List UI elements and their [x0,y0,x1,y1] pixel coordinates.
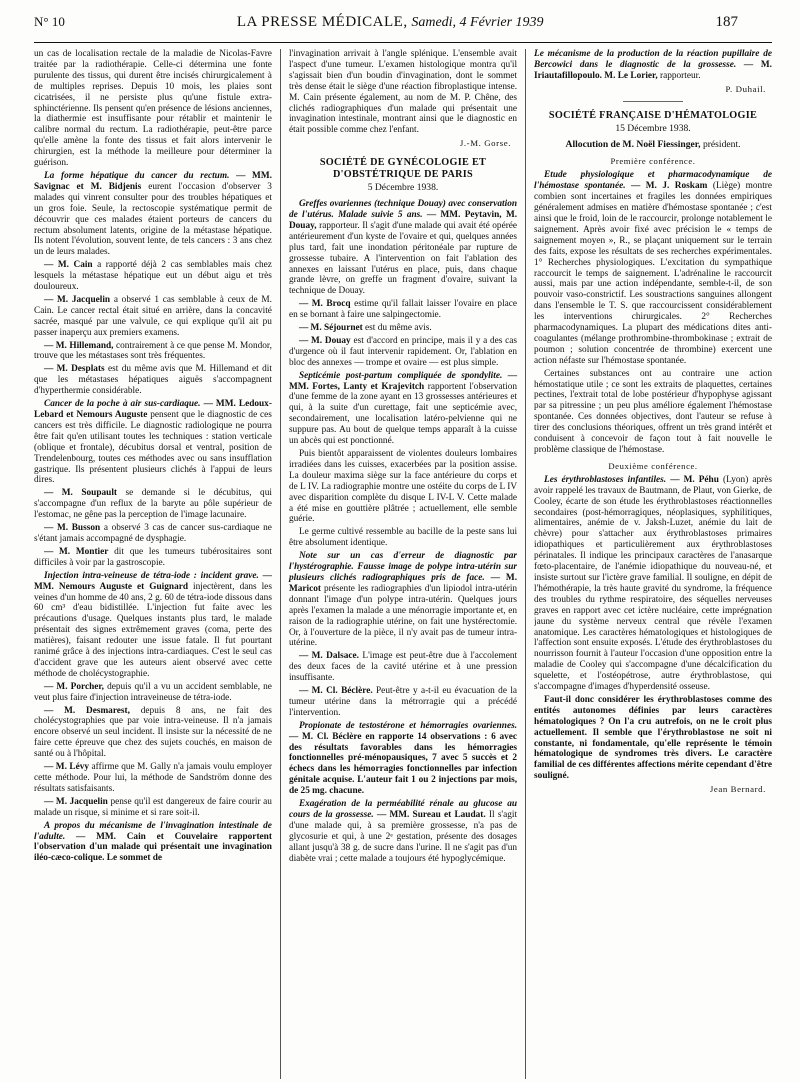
paragraph: un cas de localisation rectale de la maladie de Nicolas-Favre traitée par la radiothérapie. Celle-ci détermina une fonte purulente des tissus, qui durent être incisés chirurgicalement à de multiples reprises. Depuis 10 mois, les plaies sont cicatrisées, il ne persiste plus qu'une fistule extra-sphinctérienne. Ils pensent qu'en présence de lésions anciennes, la diathermie est insuffisante pour rétablir et maintenir le calibre normal du rectum. La radiothérapie, peut-être parce qu'elle amène la fonte des tissus et fait alors intervenir le chirurgien, est la méthode la meilleure pour déterminer la guérison. [34,49,272,169]
discussion [34,364,272,397]
abstract-text: injectèrent, dans les veines d'un homme de 40 ans, 2 g. 60 de tétra-iode dissous dans 60 cm³ d'eau bidistillée. L'injection fut faite avec les précautions d'usage. Quelques instants plus tard, le malade présentait des signes extrêmement graves (coma, perte des matières), faisant redouter une issue fatale. Il fut pourtant ranimé grâce à des injections intra-cardiaques. C'est le seul cas d'accident grave que les auteurs aient observé avec cette méthode de cholécystographie. [34,581,272,679]
journal-line [237,14,544,31]
discussion-text: L'image est peut-être due à l'accolement des deux faces de la cavité utérine et à une pression insuffisante. [288,651,518,684]
abstract-title: A propos du mécanisme de l'invagination intestinale de l'adulte. [34,820,272,842]
abstract-authors: — MM. Peytavin, M. Douay, [288,209,518,231]
issue-date: Samedi, 4 Février 1939 [411,15,544,30]
abstract-title: Note sur un cas d'erreur de diagnostic par l'hystérographie. Fausse image de polype intra-utérin sur plusieurs clichés radiographiques pris de face. [288,551,518,583]
discussion [34,547,272,569]
discussion-text: a rapporté déjà 2 cas semblables mais chez lesquels la métastase hépatique eut un début aigu et très douloureux. [34,260,272,293]
abstract [289,371,517,447]
speaker: — M. Dalsace. [298,651,359,662]
speaker: — M. Séjournet [298,323,363,334]
discussion-text: a observé 1 cas semblable à ceux de M. Cain. Le cancer rectal était situé en arrière, dans la concavité sacrée, masqué par une valvule, ce qui explique qu'il ait pu passer inaperçu aux premiers examens. [34,294,272,338]
paragraph: Faut-il donc considérer les érythroblastoses comme des entités autonomes définies par leurs caractères hématologiques ? On l'a cru autrefois, on ne le croit plus actuellement. Il semble que l'érythroblastose ne soit ni constante, ni fondamentale, qu'elle représente le témoin hématologique de syndromes très divers. Le caractère familial de ces différentes affections mérite cependant d'être souligné. [534,694,772,782]
page-number: 187 [715,14,738,30]
author-signature: J.-M. Gorse. [459,138,512,149]
abstract [34,571,272,680]
speaker: — M. Cl. Béclère. [298,686,373,697]
allocution [534,140,772,151]
discussion [289,323,517,334]
abstract-title: Exagération de la perméabilité rénale au glucose au cours de la grossesse. [288,799,518,820]
column-left [34,49,272,1079]
speaker: — M. Lévy [44,762,90,773]
discussion-text: estime qu'il fallait laisser l'ovaire en place en se bornant à faire une salpingectomie. [288,299,518,321]
speaker: — M. Porcher, [44,681,104,692]
abstract-authors: — M. Iriautafillopoulo. M. Le Lorier, [534,59,772,81]
speaker: — M. Desmarest, [44,705,130,716]
speaker: — M. Montier [44,546,109,557]
discussion [34,260,272,293]
abstract-title: Les érythroblastoses infantiles. [544,474,667,485]
abstract [289,799,517,864]
abstract-title: Cancer de la poche à air sus-cardiaque. [44,399,201,410]
abstract-authors: — M. J. Roskam [631,181,708,192]
society-heading: SOCIÉTÉ DE GYNÉCOLOGIE ET D'OBSTÉTRIQUE DE PARIS [319,157,487,181]
abstract-title: Injection intra-veineuse de tétra-iode : incident grave. [44,570,259,581]
abstract-authors: — M. Cl. Béclère [288,731,362,742]
discussion [289,336,517,369]
abstract-authors: — M. Péhu [670,474,719,485]
discussion [34,523,272,545]
abstract-text: en rapporte 14 observations : 6 avec des résultats favorables dans les hémorragies fonctionnelles pré-ménopausiques, 7 avec 5 succès et 2 échecs dans les hémorragies fonctionnelles par infection génitale acquise. L'auteur fait 1 ou 2 injections par mois, de 25 mg. chacune. [288,731,518,797]
discussion-text: dit que les tumeurs tubérositaires sont difficiles à voir par la gastroscopie. [34,546,272,568]
abstract [289,199,517,297]
discussion-text: affirme que M. Gally n'a jamais voulu employer cette méthode. Pour lui, la méthode de Sandström donne des résultats satisfaisants. [34,762,272,794]
speaker: — M. Jacquelin [44,294,111,305]
discussion [34,762,272,795]
abstract-title: La forme hépatique du cancer du rectum. [44,170,230,181]
abstract-text: présente les radiographies d'un lipiodol intra-utérin donnant l'image d'un polype intra-utérin. Quelques jours après l'examen la malade a une ménorragie importante et, en raison de la radiographie utérine, on fait une hystérectomie. Or, à l'ouverture de la pièce, il n'y avait pas de tumeur intra-utérine. [288,583,518,649]
abstract [534,170,772,366]
author-signature: P. Duhail. [725,83,766,94]
abstract-authors: — MM. Ledoux-Lebard et Nemours Auguste [34,399,272,420]
paragraph: Le germe cultivé ressemble au bacille de la peste sans lui être absolument identique. [288,527,518,549]
abstract-authors: — MM. Savignac et M. Bidjenis [34,170,272,192]
speaker: — M. Cain [44,260,93,271]
discussion [289,651,517,684]
abstract-authors: — MM. Nemours Auguste et Guignard [34,570,272,592]
abstract [34,821,272,865]
conference-heading: Première conférence. [610,156,696,167]
abstract-text: (Lyon) après avoir rappelé les travaux de Bautmann, de Plaut, von Gierke, de Cooley, écarte de son étude les érythroblastoses réactionnelles secondaires (post-hémorragiques, néoplasiques, syphilitiques, alimentaires, anémie de v. Jaksh-Luzet, anémie du lait de chèvre) pour s'attacher aux érythroblastoses primaires idiopathiques et particulièrement aux érythroblastoses périnatales. Il indique les principaux caractères de l'anasarque fœto-placentaire, de l'anémie idiopathique du nouveau-né, et insiste surtout sur l'ictère grave familial. Il souligne, en dépit de l'hémothérapie, la très haute gravité du syndrome, la fréquence des troubles du rythme respiratoire, des séquelles nerveuses graves en rapport avec cet ictère nucléaire, cette imprégnation jaune du système nerveux central que révèle l'examen anatomique. Les caractères hématologiques et histologiques de l'affection sont ensuite exposés. L'étude des érythroblastoses du nourrisson fournit à l'auteur l'occasion d'une opposition entre la maladie de Cooley qui s'accompagne d'une décalcification du squelette, et l'ostéopétrose, autre érythroblastose, qui s'accompagne d'images d'hyperdensité osseuse. [534,474,772,693]
abstract-text: (Liège) montre combien sont incertaines et fragiles les données empiriques généralement admises en matière d'hémostase spontanée ; c'est ainsi que le froid, loin de le raccourcir, prolonge notablement le saignement. Après avoir fixé avec précision le « temps de saignement moyen », R., se plaçant uniquement sur le terrain des faits, expose les résultats de ses recherches expérimentales. 1° Recherches physiologiques. L'excitation du sympathique raccourcit le temps de saignement. L'adrénaline le raccourcit aussi, mais par une action indépendante, semble-t-il, de son pouvoir vaso-constrictif. Les soustractions sanguines allongent dans l'ensemble le T. S. que raccourcissent considérablement les interventions chirurgicales. 2° Recherches pharmacodynamiques. La plupart des médications dites anti-coagulantes (mélange prothrombine-thrombokinase ; extrait de poumon ; solution concentrée de thrombine) exercent une action néfaste sur l'hémostase spontanée. [534,181,772,366]
discussion [34,706,272,761]
abstract-text: pensent que le diagnostic de ces cancers est très difficile. Le diagnostic radiologique ne pourra être fait qu'en utilisant toutes les techniques : station verticale (oblique et frontale), décubitus dorsal et ventral, position de Trendelenbourg, toutes ces méthodes avec ou sans insufflation gastrique. Ils présentent plusieurs clichés à l'appui de leurs dires. [34,410,272,486]
speaker: — M. Jacquelin [44,796,108,807]
abstract-text: eurent l'occasion d'observer 3 malades qui vinrent consulter pour des troubles hépatiques et un gros foie. Seule, la rectoscopie systématique permit de découvrir que ces malades étaient porteurs de cancers du rectum absolument latents, origine de la métastase hépatique. Ils notent l'évolution, souvent lente, de tels cancers : 3 ans chez un de leurs malades. [34,181,272,258]
abstract-title: Greffes ovariennes (technique Douay) avec conservation de l'utérus. Malade suivie 5 ans. [288,199,518,220]
journal-title: LA PRESSE MÉDICALE, [236,14,408,30]
abstract-title: Le mécanisme de la production de la réaction pupillaire de Bercowici dans le diagnostic de la grossesse. [534,49,772,70]
paragraph: l'invagination arrivait à l'angle splénique. L'ensemble avait l'aspect d'une tumeur. L'examen histologique montra qu'il s'agissait bien d'un boudin d'invagination, dont le sommet très dense était le siège d'une réaction fibroplastique intense. M. Cain présente également, au nom de M. P. Chêne, des clichés radiographiques d'un malade qui présentait une invagination intestinale, montrant ainsi que le diagnostic en était possible comme chez l'enfant. [288,49,518,136]
page-header [14,14,786,40]
divider [623,101,683,102]
speaker: — M. Brocq [298,299,351,310]
header-rule [34,42,772,43]
discussion [289,686,517,719]
allocution-role: président. [702,138,741,150]
abstract [534,475,772,693]
abstract [34,171,272,258]
abstract-title: Septicémie post-partum compliquée de spondylite. [298,370,503,381]
abstract-title: Etude physiologique et pharmacodynamique de l'hémostase spontanée. [534,170,772,192]
discussion-text: se demande si le décubitus, qui s'accompagne d'un reflux de la baryte au pôle supérieur de l'estomac, ne gêne pas la perception de l'image lacunaire. [34,488,272,521]
abstract [289,721,517,797]
conference-heading: Deuxième conférence. [608,460,698,471]
author-signature: Jean Bernard. [709,784,766,795]
abstract-text: rapporteur. [660,70,701,81]
session-date: 15 Décembre 1938. [615,122,691,134]
discussion-text: depuis qu'il a vu un accident semblable, ne veut plus faire d'injection intraveineuse de tétra-iode. [34,681,272,703]
issue-number: N° 10 [34,14,65,29]
abstract-authors: — MM. Fortes, Lanty et Krajevitch [288,370,518,392]
speaker: — M. Soupault [44,488,118,499]
discussion [289,299,517,321]
paragraph: Certaines substances ont au contraire une action hémostatique utile ; ce sont les extraits de plaquettes, certaines pectines, l'extrait total de lobe postérieur d'hypophyse agissant par sa pitressine ; un peu plus améliore également l'hémostase spontanée. Ces données objectives, dont l'auteur se refuse à tirer des conclusions théoriques, offrent un très grand intérêt et conduisent à concevoir de façon tout à fait nouvelle le problème classique de l'hémostase. [534,368,772,455]
abstract [289,551,517,649]
abstract-authors: — MM. Cain et Couvelaire [76,831,218,842]
discussion-text: est du même avis. [365,323,432,334]
abstract-text: rapportent l'observation d'un malade qui présentait une invagination iléo-cæco-colique. Le sommet de [34,831,272,864]
session-date: 5 Décembre 1938. [367,182,439,194]
discussion-text: est d'accord en principe, mais il y a des cas d'urgence où il faut intervenir rapidement. Or, l'ablation en bloc des annexes — trompe et ovaire — est plus simple. [288,335,518,368]
speaker: — M. Douay [298,335,351,346]
abstract-authors: — M. Maricot [288,572,518,594]
abstract-title: Propionate de testostérone et hémorragies ovariennes. [298,720,518,731]
abstract [34,399,272,486]
column-middle [280,49,526,1079]
society-heading: SOCIÉTÉ FRANÇAISE D'HÉMATOLOGIE [548,109,758,121]
discussion [34,682,272,704]
discussion-text: pense qu'il est dangereux de faire courir au malade un risque, si minime et si rare soit-il. [34,796,272,818]
discussion [34,295,272,339]
discussion-text: contrairement à ce que pense M. Mondor, trouve que les métastases sont très fréquentes. [34,340,272,362]
abstract-text: rapportent l'observation d'une femme de la zone ayant en 13 grossesses antérieures et qui, à la suite d'un curettage, fait une septicémie avec, secondairement, une localisation latéro-pelvienne qui ne suppure pas. Au bout de quelque temps apparaît à la cuisse un abcès qui est ponctionné. [288,381,518,447]
discussion-text: Peut-être y a-t-il eu évacuation de la tumeur utérine dans la métrorragie qui a précédé l'intervention. [288,686,518,718]
paragraph: Puis bientôt apparaissent de violentes douleurs lombaires irradiées dans les cuisses, exacerbées par la position assise. La douleur maxima siège sur la face antérieure du corps et de L IV. La radiographie montre une ostéite du corps de L IV avec disparition complète du disque L IV-L V. Cette malade a été mise en gouttière plâtrée ; actuellement, elle semble guérie. [288,449,518,525]
abstract-text: Il s'agit d'une malade qui, à sa première grossesse, n'a pas de glycosurie et qui, à une 2ᵉ gestation, présente des dosages allant jusqu'à 38 g. de sucre dans l'urine. Il ne s'agit pas d'un diabète vrai ; cette malade a toujours été hypoglycémique. [288,810,518,864]
discussion [34,488,272,521]
discussion-text: depuis 8 ans, ne fait des cholécystographies que par voie intra-veineuse. Il n'a jamais encore observé un seul incident. Il insiste sur la nécessité de ne faire cette épreuve que chez des sujets couchés, en maison de santé ou à l'hôpital. [34,705,272,760]
discussion [34,341,272,363]
abstract-text: rapporteur. Il s'agit d'une malade qui avait été opérée antérieurement d'un kyste de l'ovaire et qui, quelques années plus tard, fait une inondation péritonéale par rupture de grossesse tubaire. A l'intervention on fait l'ablation des annexes en laissant l'utérus en place, puis, dans chaque grande lèvre, on greffe un fragment d'ovaire, suivant la technique de Douay. [288,220,518,297]
abstract [534,49,772,82]
abstract-authors: — MM. Sureau et Laudat. [376,810,486,820]
discussion-text: est du même avis que M. Hillemand et dit que les métastases hépatiques aiguës s'accompagnent d'hyperthermie considérable. [34,364,272,397]
discussion [34,797,272,819]
speaker: — M. Desplats [44,364,105,375]
speaker: — M. Hillemand, [44,340,114,351]
columns [14,49,786,1079]
allocution-speaker: Allocution de M. Noël Fiessinger, [565,138,701,150]
speaker: — M. Busson [44,523,101,534]
column-right [534,49,772,1079]
discussion-text: a observé 3 cas de cancer sus-cardiaque ne s'étant jamais accompagné de dysphagie. [34,523,272,544]
